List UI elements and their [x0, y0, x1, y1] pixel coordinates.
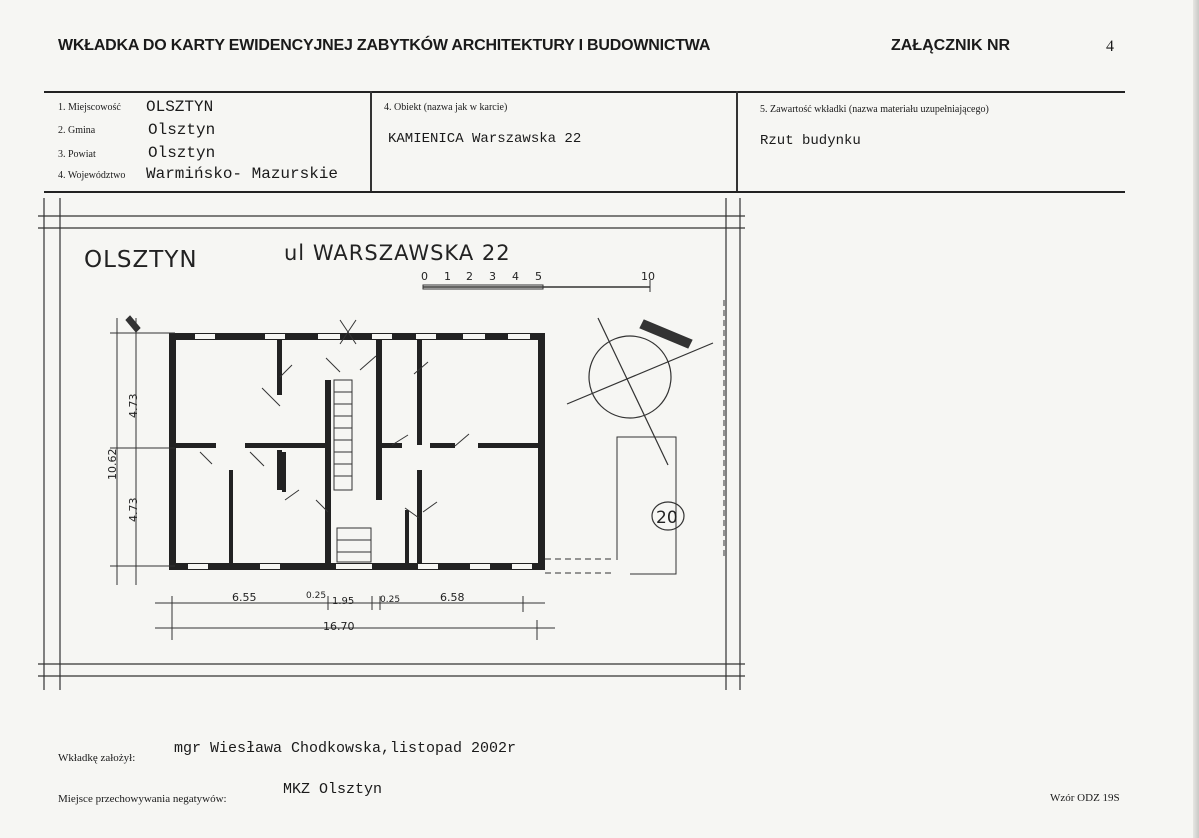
dim-height-total: 10.62	[106, 448, 119, 480]
svg-text:20: 20	[656, 508, 678, 528]
powiat-value: Olsztyn	[148, 144, 216, 162]
lot-line	[617, 437, 676, 574]
drawing-city: OLSZTYN	[84, 247, 198, 273]
storage-label: Miejsce przechowywania negatywów:	[58, 793, 227, 805]
storage-value: MKZ Olsztyn	[283, 781, 383, 798]
scale-end: 10	[641, 270, 655, 283]
contents-label: 5. Zawartość wkładki (nazwa materiału uzupełniającego)	[760, 104, 989, 115]
object-label: 4. Obiekt (nazwa jak w karcie)	[384, 102, 508, 113]
form-title: WKŁADKA DO KARTY EWIDENCYJNEJ ZABYTKÓW ARCHITEKTURY I BUDOWNICTWA	[58, 37, 711, 54]
dim-w-wall1: 0.25	[306, 591, 327, 601]
gmina-label: 2. Gmina	[58, 125, 96, 136]
object-value: KAMIENICA Warszawska 22	[388, 131, 582, 147]
attachment-label: ZAŁĄCZNIK NR	[891, 37, 1011, 54]
form-code: Wzór ODZ 19S	[1050, 792, 1120, 804]
attachment-number: 4	[1106, 38, 1114, 55]
miejscowosc-value: OLSZTYN	[146, 98, 214, 116]
contents-value: Rzut budynku	[760, 133, 861, 149]
wojewodztwo-value: Warmińsko- Mazurskie	[146, 165, 339, 183]
vertical-dimensions	[110, 316, 175, 585]
gmina-value: Olsztyn	[148, 121, 216, 139]
dim-height-upper: 4.73	[127, 393, 140, 418]
wojewodztwo-label: 4. Województwo	[58, 170, 126, 181]
windows	[188, 334, 532, 569]
horizontal-dimensions	[155, 596, 555, 640]
drawing-street: ul WARSZAWSKA 22	[284, 241, 511, 265]
scale-tick: 1	[444, 270, 451, 283]
dim-w-left: 6.55	[232, 591, 257, 604]
dim-w-right: 6.58	[440, 591, 465, 604]
dim-w-total: 16.70	[323, 620, 355, 633]
scale-tick: 4	[512, 270, 519, 283]
staircase	[334, 320, 371, 562]
author-label: Wkładkę założył:	[58, 752, 136, 764]
scale-bar	[421, 270, 655, 292]
dim-w-stair: 1.95	[332, 596, 355, 607]
dim-height-lower: 4.73	[127, 497, 140, 522]
plot-number-badge	[652, 502, 684, 530]
author-value: mgr Wiesława Chodkowska,listopad 2002r	[174, 740, 517, 757]
powiat-label: 3. Powiat	[58, 149, 96, 160]
scale-tick: 3	[489, 270, 496, 283]
scale-tick: 5	[535, 270, 542, 283]
scale-tick: 2	[466, 270, 473, 283]
building-walls	[169, 333, 545, 570]
miejscowosc-label: 1. Miejscowość	[58, 102, 121, 113]
north-arrow	[567, 318, 713, 465]
scale-tick: 0	[421, 270, 428, 283]
dim-w-wall2: 0.25	[380, 595, 401, 605]
